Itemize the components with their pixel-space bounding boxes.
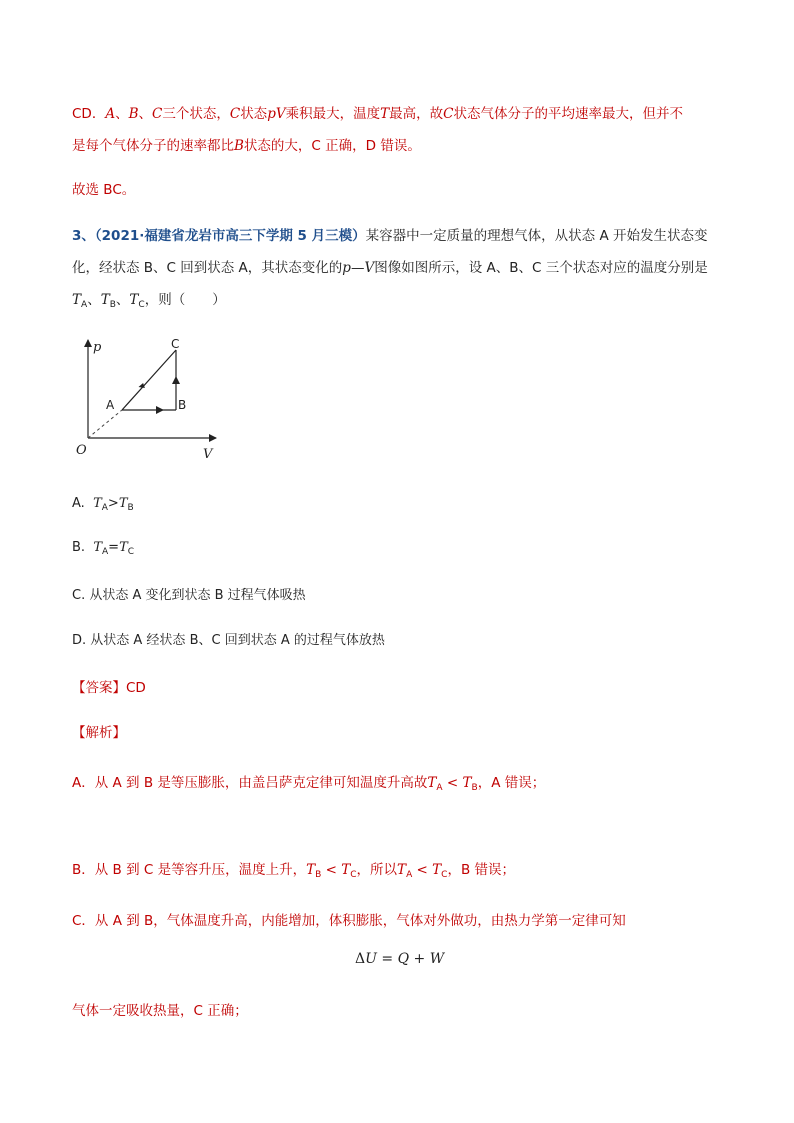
question-line3: $T_A$、$T_B$、$T_C$，则（ ） <box>72 292 226 310</box>
choose-line: 故选 BC。 <box>72 182 136 198</box>
question-line2: 化，经状态 B、C 回到状态 A，其状态变化的p—V图像如图所示，设 A、B、C 三个状态对应的温度分别是 <box>72 260 708 276</box>
arrow-a-to-b <box>156 406 164 414</box>
answer-value: CD <box>126 680 146 696</box>
answer-label: 【答案】 <box>72 680 126 696</box>
option-d: D. 从状态 A 经状态 B、C 回到状态 A 的过程气体放热 <box>72 633 385 648</box>
cd-paragraph-line1: CD．A、B、C三个状态，C状态pV乘积最大，温度T最高，故C状态气体分子的平均速率最大，但并不 <box>72 106 683 122</box>
option-b: B. $T_A=T_C$ <box>72 540 135 557</box>
point-a-label: A <box>106 398 115 412</box>
question-line1: 3、（2021·福建省龙岩市高三下学期 5 月三模）某容器中一定质量的理想气体，从状态 A 开始发生状态变 <box>72 228 708 244</box>
analysis-last: 气体一定吸收热量，C 正确； <box>72 1003 248 1019</box>
axis-p-label: p <box>93 340 102 355</box>
cd-paragraph-line2: 是每个气体分子的速率都比B状态的大，C 正确，D 错误。 <box>72 138 421 154</box>
answer-line <box>72 676 146 696</box>
first-law-equation: ΔU = Q + W <box>355 951 445 967</box>
point-c-label: C <box>171 337 180 351</box>
analysis-a: A．从 A 到 B 是等压膨胀，由盖吕萨克定律可知温度升高故$T_A < T_B$，A 错误； <box>72 775 546 793</box>
pv-diagram <box>66 336 226 466</box>
option-a: A. $T_A>T_B$ <box>72 496 134 513</box>
question-source: （2021·福建省龙岩市高三下学期 5 月三模） <box>94 228 366 244</box>
path-c-to-a <box>122 350 176 410</box>
point-b-label: B <box>178 398 187 412</box>
analysis-b: B．从 B 到 C 是等容升压，温度上升，$T_B < T_C$，所以$T_A < T_C$，B 错误； <box>72 862 516 880</box>
origin-to-a-dashed <box>88 410 122 438</box>
question-number: 3、 <box>72 228 95 244</box>
arrow-b-to-c <box>172 376 180 384</box>
analysis-c: C．从 A 到 B，气体温度升高，内能增加，体积膨胀，气体对外做功，由热力学第一定律可知 <box>72 913 626 929</box>
option-c: C. 从状态 A 变化到状态 B 过程气体吸热 <box>72 588 306 603</box>
origin-label: O <box>76 443 87 458</box>
arrow-c-to-a <box>139 383 145 388</box>
axis-v-label: V <box>203 447 213 462</box>
analysis-label: 【解析】 <box>72 725 126 741</box>
